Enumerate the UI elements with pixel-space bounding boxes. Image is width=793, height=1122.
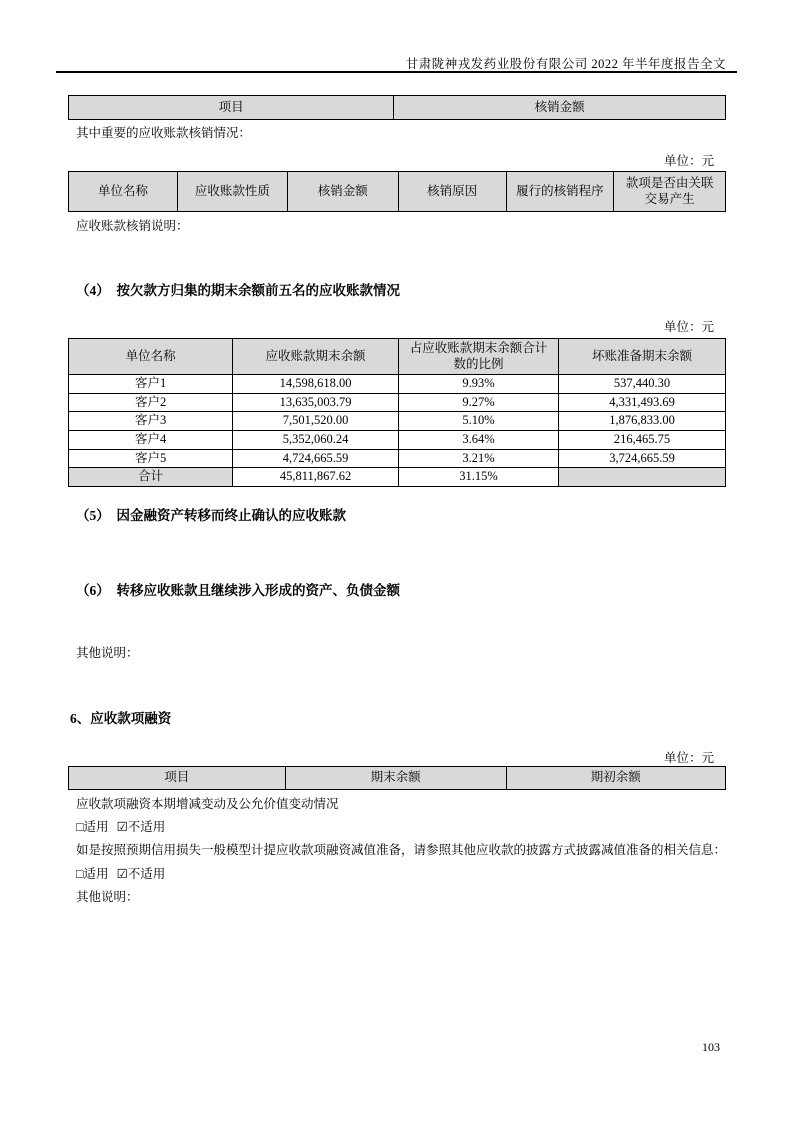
cell-percentage: 9.27%	[398, 393, 558, 412]
receivables-financing-table	[68, 766, 726, 790]
top-five-receivables-table	[68, 338, 726, 487]
table-header-row	[69, 339, 726, 375]
column-header-ending-balance: 期末余额	[285, 767, 506, 790]
cell-customer-name: 客户2	[69, 393, 233, 412]
cell-total-ending-balance: 45,811,867.62	[233, 468, 399, 487]
section-heading-derecognition: （5） 因金融资产转移而终止确认的应收账款	[76, 508, 346, 523]
table-row	[69, 449, 726, 468]
page-number: 103	[702, 1040, 720, 1054]
table-header-row	[69, 767, 726, 790]
cell-ending-balance: 5,352,060.24	[233, 430, 399, 449]
cell-customer-name: 客户5	[69, 449, 233, 468]
unit-label-2: 单位：元	[663, 320, 714, 334]
applicable-selection-2	[76, 866, 173, 882]
writeoff-project-table	[68, 95, 726, 120]
other-note-label: 其他说明：	[76, 890, 139, 904]
cell-ending-balance: 7,501,520.00	[233, 412, 399, 431]
cell-percentage: 3.64%	[398, 430, 558, 449]
column-header-project: 项目	[69, 96, 394, 120]
column-header-project: 项目	[69, 767, 286, 790]
column-header-writeoff-reason: 核销原因	[398, 172, 506, 212]
writeoff-explanation-note: 应收账款核销说明：	[76, 219, 189, 233]
applicable-checkbox-unchecked: □适用	[76, 867, 109, 881]
writeoff-detail-table	[68, 171, 726, 212]
other-note-label: 其他说明：	[76, 646, 139, 660]
report-header-title: 甘肃陇神戎发药业股份有限公司 2022 年半年度报告全文	[405, 57, 726, 71]
column-header-percentage: 占应收账款期末余额合计数的比例	[398, 339, 558, 375]
financing-change-note: 应收款项融资本期增减变动及公允价值变动情况	[76, 797, 339, 811]
cell-total-label: 合计	[69, 468, 233, 487]
column-header-writeoff-procedure: 履行的核销程序	[506, 172, 614, 212]
unit-label-3: 单位：元	[663, 751, 714, 765]
section-heading-continuing-involvement: （6） 转移应收账款且继续涉入形成的资产、负债金额	[76, 583, 400, 598]
not-applicable-checkbox-checked: ☑不适用	[116, 867, 166, 881]
table-header-row	[69, 172, 726, 212]
table-header-row	[69, 96, 726, 120]
column-header-beginning-balance: 期初余额	[506, 767, 725, 790]
applicable-selection-1	[76, 819, 173, 835]
cell-customer-name: 客户1	[69, 375, 233, 394]
header-rule	[56, 71, 737, 73]
cell-ending-balance: 4,724,665.59	[233, 449, 399, 468]
cell-bad-debt-provision: 3,724,665.59	[559, 449, 726, 468]
column-header-related-transaction: 款项是否由关联交易产生	[614, 172, 726, 212]
table-row	[69, 430, 726, 449]
column-header-unit-name: 单位名称	[69, 339, 233, 375]
table-total-row	[69, 468, 726, 487]
not-applicable-checkbox-checked: ☑不适用	[116, 820, 166, 834]
column-header-ending-balance: 应收账款期末余额	[233, 339, 399, 375]
impairment-disclosure-note: 如是按照预期信用损失一般模型计提应收款项融资减值准备，请参照其他应收款的披露方式披露减值准备的相关信息：	[76, 843, 727, 857]
important-writeoff-note: 其中重要的应收账款核销情况：	[76, 126, 252, 140]
cell-percentage: 5.10%	[398, 412, 558, 431]
cell-customer-name: 客户4	[69, 430, 233, 449]
cell-bad-debt-provision: 1,876,833.00	[559, 412, 726, 431]
table-row	[69, 393, 726, 412]
column-header-unit-name: 单位名称	[69, 172, 178, 212]
section-heading-receivables-financing: 6、应收款项融资	[70, 711, 172, 726]
column-header-writeoff-amount: 核销金额	[287, 172, 398, 212]
column-header-bad-debt-provision: 坏账准备期末余额	[559, 339, 726, 375]
cell-total-percentage: 31.15%	[398, 468, 558, 487]
cell-ending-balance: 13,635,003.79	[233, 393, 399, 412]
cell-bad-debt-provision: 537,440.30	[559, 375, 726, 394]
cell-percentage: 3.21%	[398, 449, 558, 468]
unit-label-1: 单位：元	[663, 154, 714, 168]
cell-ending-balance: 14,598,618.00	[233, 375, 399, 394]
cell-bad-debt-provision: 4,331,493.69	[559, 393, 726, 412]
column-header-writeoff-amount: 核销金额	[394, 96, 726, 120]
section-heading-top-five: （4） 按欠款方归集的期末余额前五名的应收账款情况	[76, 283, 400, 298]
cell-percentage: 9.93%	[398, 375, 558, 394]
column-header-receivable-nature: 应收账款性质	[178, 172, 288, 212]
cell-customer-name: 客户3	[69, 412, 233, 431]
applicable-checkbox-unchecked: □适用	[76, 820, 109, 834]
table-row	[69, 412, 726, 431]
cell-bad-debt-provision: 216,465.75	[559, 430, 726, 449]
cell-total-bad-debt-provision	[559, 468, 726, 487]
table-row	[69, 375, 726, 394]
